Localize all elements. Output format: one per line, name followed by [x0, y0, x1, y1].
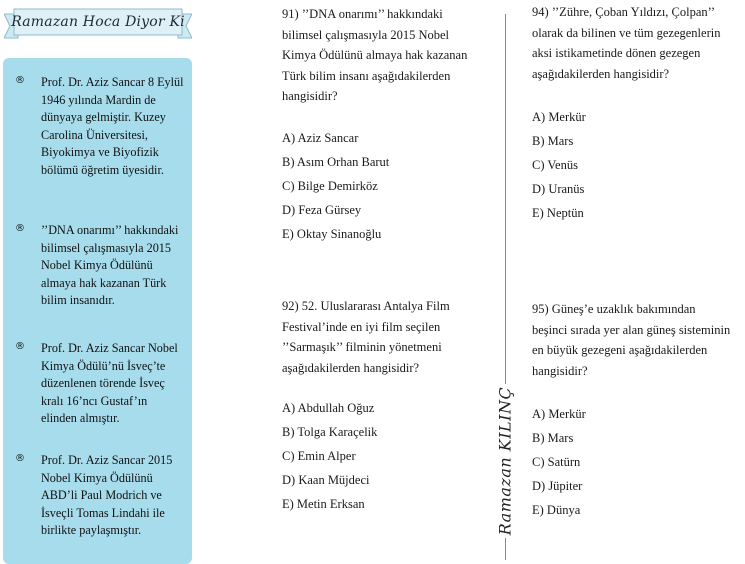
- answer-option-e: E) Metin Erksan: [282, 497, 365, 511]
- info-text: Prof. Dr. Aziz Sancar 8 Eylül 1946 yılında Mardin de dünyaya gelmiştir. Kuzey Carolina Üniversitesi, Biyokimya ve Biyofizik bölümü öğretim üyesidir.: [41, 75, 184, 177]
- answer-option-b: B) Mars: [532, 431, 574, 445]
- bullet-icon: ®: [15, 341, 25, 352]
- question-stem: 94) ’’Zühre, Çoban Yıldızı, Çolpan’’ olarak da bilinen ve tüm gezegenlerin aksi istikametinde dönen gezegen aşağıdakilerden hangisidir?: [532, 5, 721, 81]
- question-95: [532, 299, 732, 522]
- question-stem: 95) Güneş’e uzaklık bakımından beşinci sırada yer alan güneş sisteminin en büyük gezegeni aşağıdakilerden hangisidir?: [532, 302, 731, 378]
- answer-option-c: C) Emin Alper: [282, 449, 356, 463]
- author-signature: [483, 386, 527, 536]
- info-text: Prof. Dr. Aziz Sancar Nobel Kimya Ödülü’nü İsveç’te düzenlenen törende İsveç kralı 16’ncı Gustaf’ın elinden almıştır.: [41, 341, 178, 425]
- answer-option-c: C) Venüs: [532, 158, 578, 172]
- bullet-icon: ®: [15, 453, 25, 464]
- answer-option-c: C) Bilge Demirköz: [282, 178, 378, 193]
- answer-option-a: A) Aziz Sancar: [282, 130, 359, 145]
- answer-option-e: E) Neptün: [532, 206, 584, 220]
- question-stem: 91) ’’DNA onarımı’’ hakkındaki bilimsel çalışmasıyla 2015 Nobel Kimya Ödülünü almaya hak kazanan Türk bilim insanı aşağıdakilerden hangisidir?: [282, 7, 468, 103]
- answer-option-d: D) Feza Gürsey: [282, 202, 362, 217]
- column-divider: [505, 538, 506, 560]
- bullet-icon: ®: [15, 223, 25, 234]
- question-94: [532, 2, 732, 225]
- question-stem: 92) 52. Uluslararası Antalya Film Festival’inde en iyi film seçilen ’’Sarmaşık’’ filminin yönetmeni aşağıdakilerden hangisidir?: [282, 299, 450, 375]
- answer-option-d: D) Uranüs: [532, 182, 585, 196]
- answer-option-e: E) Dünya: [532, 503, 581, 517]
- question-91: [282, 4, 482, 246]
- header-title: Ramazan Hoca Diyor Ki: [11, 14, 185, 30]
- answer-option-a: A) Merkür: [532, 110, 586, 124]
- answer-option-a: A) Merkür: [532, 407, 586, 421]
- answer-option-d: D) Jüpiter: [532, 479, 583, 493]
- answer-option-a: A) Abdullah Oğuz: [282, 401, 375, 415]
- column-divider: [505, 14, 506, 384]
- answer-option-c: C) Satürn: [532, 455, 581, 469]
- info-sidebar: [3, 58, 192, 564]
- answer-option-e: E) Oktay Sinanoğlu: [282, 226, 382, 241]
- bullet-icon: ®: [15, 75, 25, 86]
- info-text: ’’DNA onarımı’’ hakkındaki bilimsel çalışmasıyla 2015 Nobel Kimya Ödülünü almaya hak kazanan Türk bilim insanıdır.: [41, 223, 179, 307]
- signature-text: Ramazan KILINÇ: [495, 386, 515, 536]
- answer-option-b: B) Tolga Karaçelik: [282, 425, 378, 439]
- question-92: [282, 296, 482, 516]
- info-text: Prof. Dr. Aziz Sancar 2015 Nobel Kimya Ödülünü ABD’li Paul Modrich ve İsveçli Tomas Lindahi ile birlikte paylaşmıştır.: [41, 453, 173, 537]
- answer-option-b: B) Mars: [532, 134, 574, 148]
- answer-option-d: D) Kaan Müjdeci: [282, 473, 370, 487]
- answer-option-b: B) Asım Orhan Barut: [282, 154, 390, 169]
- header-banner: [4, 6, 192, 42]
